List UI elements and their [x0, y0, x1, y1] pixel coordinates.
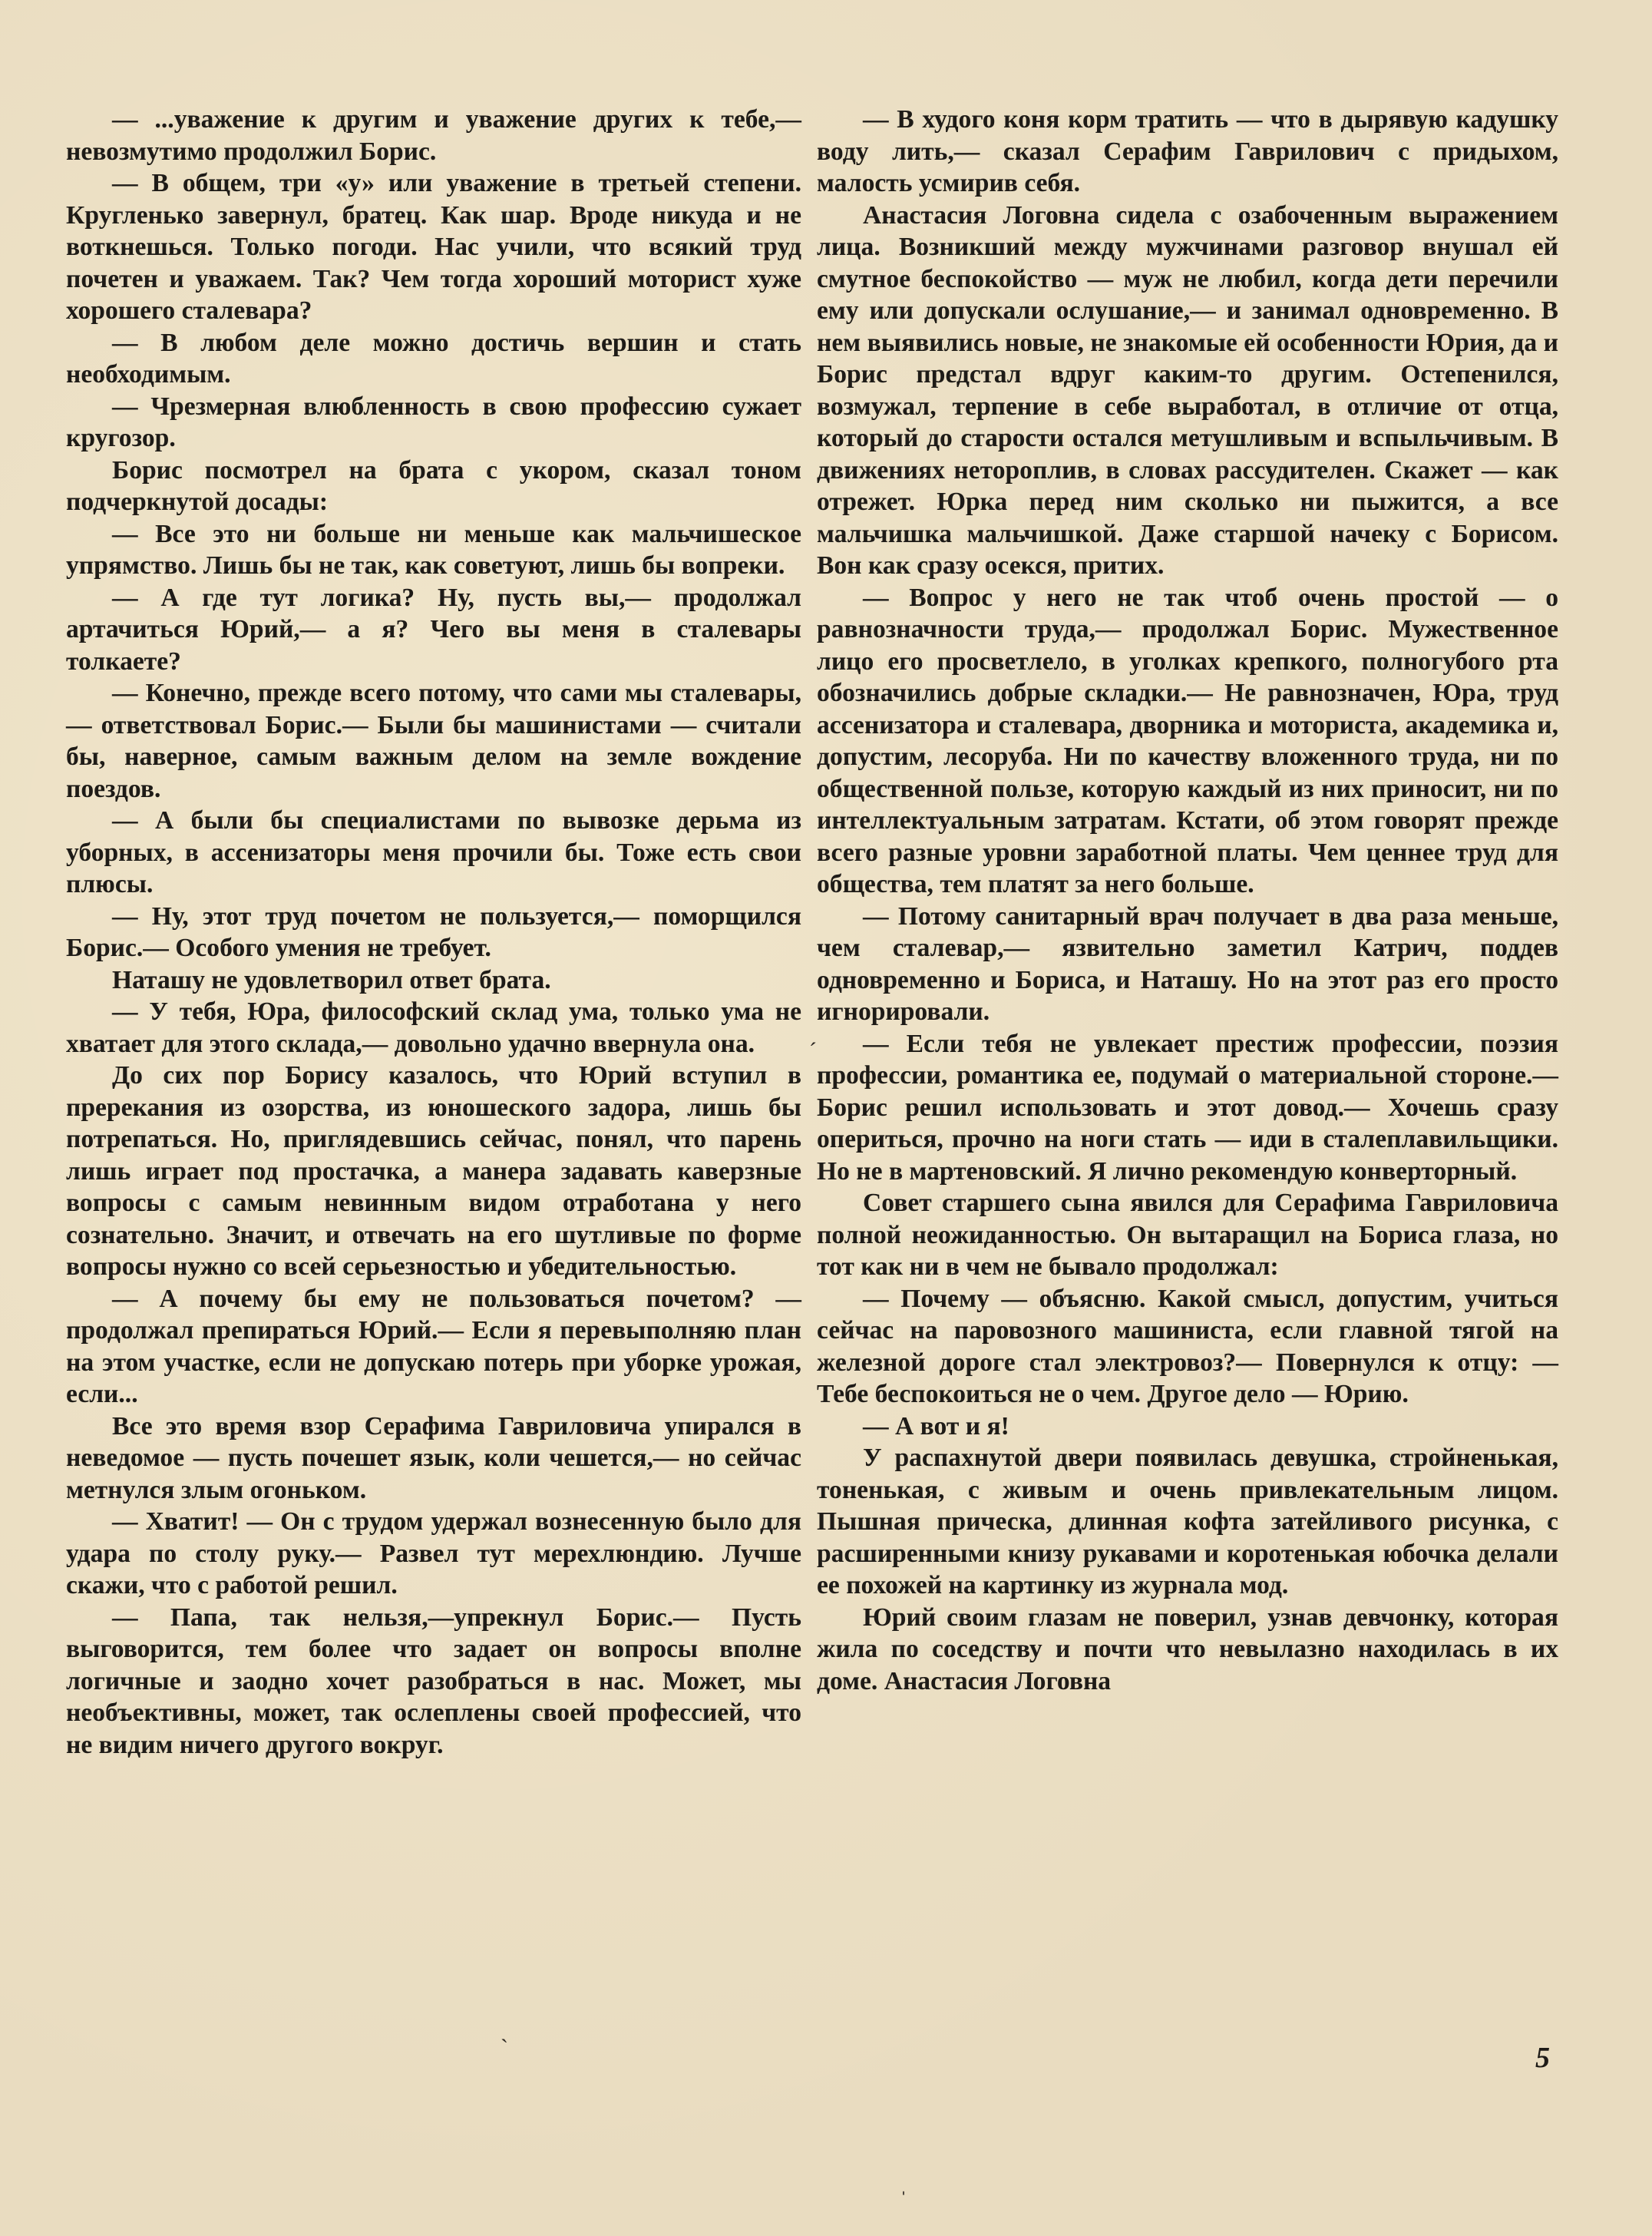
print-speck: ˋ: [501, 2035, 508, 2060]
paragraph: Наташу не удовлетворил ответ брата.: [112, 965, 551, 994]
paragraph: — Почему — объясню. Какой смысл, допустим, учиться сейчас на паровозного машиниста, если главной тягой на железной дороге стал электровоз?— Повернулся к отцу: — Тебе беспокоиться не о чем. Другое дело — Юрию.: [817, 1284, 1558, 1408]
paragraph: — Все это ни больше ни меньше как мальчишеское упрямство. Лишь бы не так, как советуют, лишь бы вопреки.: [66, 519, 801, 580]
paragraph: — Ну, этот труд почетом не пользуется,— поморщился Борис.— Особого умения не требует.: [66, 901, 801, 962]
paragraph: — Потому санитарный врач получает в два раза меньше, чем сталевар,— язвительно заметил Катрич, поддев одновременно и Бориса, и Наташу. Но на этот раз его просто игнорировали.: [817, 901, 1558, 1026]
paragraph: — Чрезмерная влюбленность в свою профессию сужает кругозор.: [66, 392, 801, 452]
paragraph: — ...уважение к другим и уважение других к тебе,— невозмутимо продолжил Борис.: [66, 105, 801, 166]
paragraph: — В общем, три «у» или уважение в третьей степени. Кругленько завернул, братец. Как шар. Вроде никуда и не воткнешься. Только погоди. Нас учили, что всякий труд почетен и уважаем. Так? Чем тогда хороший моторист хуже хорошего сталевара?: [66, 169, 801, 325]
page-number: 5: [1535, 2042, 1550, 2074]
paragraph: — А вот и я!: [863, 1411, 1009, 1440]
paragraph: — А где тут логика? Ну, пусть вы,— продолжал артачиться Юрий,— а я? Чего вы меня в сталевары толкаете?: [66, 583, 801, 676]
left-column: [66, 104, 801, 1761]
paragraph: — В худого коня корм тратить — что в дырявую кадушку воду лить,— сказал Серафим Гаврилович с придыхом, малость усмирив себя.: [817, 105, 1558, 197]
paragraph: — Вопрос у него не так чтоб очень простой — о равнозначности труда,— продолжал Борис. Мужественное лицо его просветлело, в уголках крепкого, полногубого рта обозначились добрые складки.— Не равнозначен, Юра, труд ассенизатора и сталевара, дворника и моториста, академика и, допустим, лесоруба. Ни по качеству вложенного труда, ни по общественной пользе, которую каждый из них приносит, ни по интеллектуальным затратам. Кстати, об этом говорят прежде всего разные уровни заработной платы. Чем ценнее труд для общества, тем платят за него больше.: [817, 583, 1558, 898]
paragraph: До сих пор Борису казалось, что Юрий вступил в пререкания из озорства, из юношеского задора, лишь бы потрепаться. Но, приглядевшись сейчас, понял, что парень лишь играет под простачка, а манера задавать каверзные вопросы с самым невинным видом отработана у него сознательно. Значит, и отвечать на его шутливые по форме вопросы нужно со всей серьезностью и убедительностью.: [66, 1061, 801, 1281]
paragraph: — Хватит! — Он с трудом удержал вознесенную было для удара по столу руку.— Развел тут мерехлюндию. Лучше скажи, что с работой решил.: [66, 1507, 801, 1599]
paragraph: Борис посмотрел на брата с укором, сказал тоном подчеркнутой досады:: [66, 455, 801, 516]
paragraph: — В любом деле можно достичь вершин и стать необходимым.: [66, 328, 801, 389]
paragraph: — А были бы специалистами по вывозке дерьма из уборных, в ассенизаторы меня прочили бы. Тоже есть свои плюсы.: [66, 806, 801, 898]
right-column: [817, 104, 1558, 1697]
paragraph: Анастасия Логовна сидела с озабоченным выражением лица. Возникший между мужчинами разговор внушал ей смутное беспокойство — муж не любил, когда дети перечили ему или допускали ослушание,— и занимал одновременно. В нем выявились новые, не знакомые ей особенности Юрия, да и Борис предстал вдруг каким-то другим. Остепенился, возмужал, терпение в себе выработал, в отличие от отца, который до старости остался метушливым и вспыльчивым. В движениях нетороплив, в словах рассудителен. Скажет — как отрежет. Юрка перед ним сколько ни пыжится, а все мальчишка мальчишкой. Даже старшой начеку с Борисом. Вон как сразу осекся, притих.: [817, 200, 1558, 580]
paragraph: — У тебя, Юра, философский склад ума, только ума не хватает для этого склада,— довольно удачно ввернула она.: [66, 997, 801, 1058]
paragraph: — Папа, так нельзя,—упрекнул Борис.— Пусть выговорится, тем более что задает он вопросы вполне логичные и заодно хочет разобраться в нас. Может, мы необъективны, может, так ослеплены своей профессией, что не видим ничего другого вокруг.: [66, 1603, 801, 1759]
print-speck: ˊ: [809, 1038, 817, 1063]
paragraph: — А почему бы ему не пользоваться почетом? — продолжал препираться Юрий.— Если я перевыполняю план на этом участке, если не допускаю потерь при уборке урожая, если...: [66, 1284, 801, 1408]
paragraph: Все это время взор Серафима Гавриловича упирался в неведомое — пусть почешет язык, коли чешется,— но сейчас метнулся злым огоньком.: [66, 1411, 801, 1504]
print-speck: ˌ: [900, 2170, 907, 2195]
paragraph: Юрий своим глазам не поверил, узнав девчонку, которая жила по соседству и почти что невылазно находилась в их доме. Анастасия Логовна: [817, 1603, 1558, 1695]
paragraph: У распахнутой двери появилась девушка, стройненькая, тоненькая, с живым и очень привлекательным лицом. Пышная прическа, длинная кофта затейливого рисунка, с расширенными книзу рукавами и коротенькая юбочка делали ее похожей на картинку из журнала мод.: [817, 1444, 1558, 1599]
paragraph: — Если тебя не увлекает престиж профессии, поэзия профессии, романтика ее, подумай о материальной стороне.— Борис решил использовать и этот довод.— Хочешь сразу опериться, прочно на ноги стать — иди в сталеплавильщики. Но не в мартеновский. Я лично рекомендую конверторный.: [817, 1029, 1558, 1186]
paragraph: Совет старшего сына явился для Серафима Гавриловича полной неожиданностью. Он вытаращил на Бориса глаза, но тот как ни в чем не бывало продолжал:: [817, 1189, 1558, 1281]
paragraph: — Конечно, прежде всего потому, что сами мы сталевары,— ответствовал Борис.— Были бы машинистами — считали бы, наверное, самым важным делом на земле вождение поездов.: [66, 679, 801, 803]
